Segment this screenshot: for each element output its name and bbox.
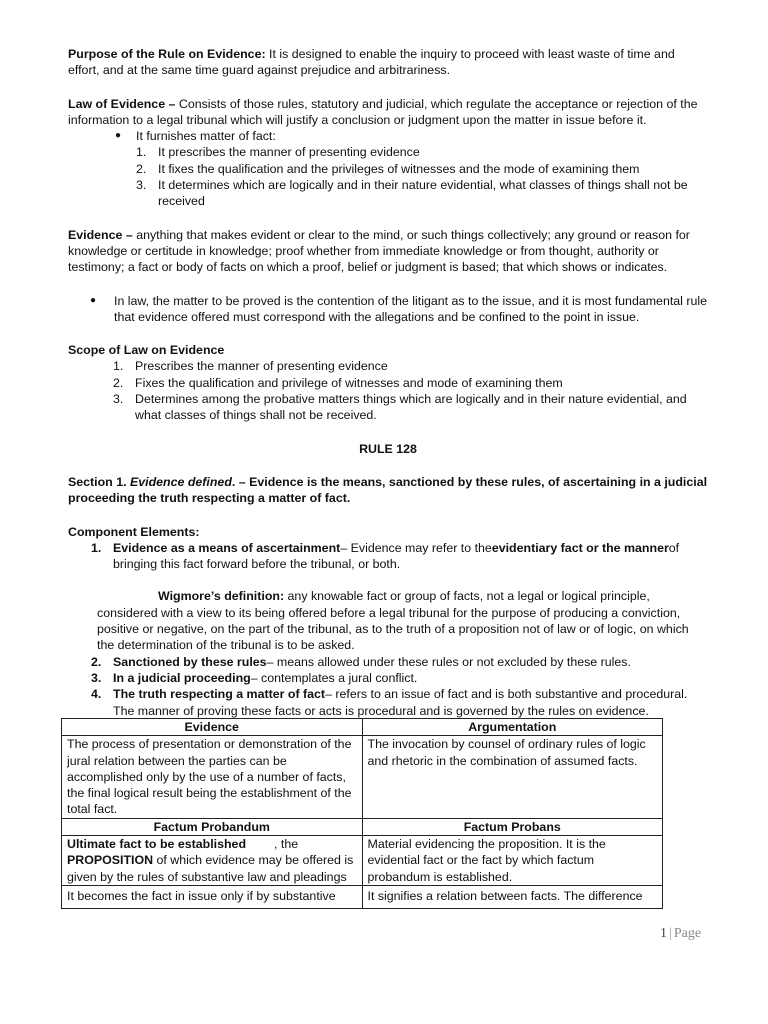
components-heading: [68, 524, 708, 540]
list-item: [113, 375, 708, 391]
page-separator: |: [669, 926, 672, 941]
wigmore-heading: Wigmore’s definition:: [158, 589, 285, 604]
section1-text: . – Evidence is the means, sanctioned by these rules, of ascertaining in a judicial proceeding the truth respecting a matter of fact.: [68, 474, 708, 506]
scope-heading: [68, 342, 708, 358]
law-of-evidence-paragraph: [68, 96, 708, 129]
table-row: [62, 719, 663, 736]
list-number: 1.: [91, 540, 102, 555]
component-4-bold: The truth respecting a matter of fact: [113, 687, 326, 702]
list-text: It prescribes the manner of presenting evidence: [158, 145, 420, 160]
table-row: [62, 818, 663, 835]
list-item: [91, 670, 708, 686]
scope-list: [68, 358, 708, 423]
section1-title: Evidence defined: [129, 474, 232, 489]
list-number: 1.: [113, 359, 124, 374]
list-item: [68, 128, 708, 144]
evidence-def-paragraph: [68, 227, 708, 276]
table-row: [62, 836, 663, 886]
document-page: [68, 46, 708, 719]
list-number: 4.: [91, 687, 102, 702]
table-header-factum-probandum: Factum Probandum: [62, 818, 363, 835]
ultimate-fact-text: of which evidence may be offered is given by the rules of substantive law and pleadings: [67, 853, 354, 884]
rule-title-text: RULE 128: [359, 441, 417, 456]
component-3-text: – contemplates a jural conflict.: [250, 670, 418, 685]
ultimate-fact-mid: , the: [274, 837, 299, 852]
list-item: [91, 540, 708, 573]
wigmore-text: any knowable fact or group of facts, not a legal or logical principle, considered with a view to its being offered before a legal tribunal for the purpose of producing a conviction, positive or negative, on the part of the tribunal, as to the truth of a proposition not of law or of logic, on which the determination of the tribunal is to be asked.: [97, 589, 689, 653]
list-item: [68, 293, 708, 326]
table-row: [62, 736, 663, 818]
list-item: [113, 358, 708, 374]
purpose-heading: Purpose of the Rule on Evidence:: [68, 47, 266, 61]
list-number: 3.: [113, 392, 124, 407]
section1-label: Section 1.: [68, 474, 127, 489]
rule-title: [68, 441, 708, 457]
list-text: It determines which are logically and in their nature evidential, what classes of things shall not be received: [158, 178, 688, 209]
purpose-paragraph: [68, 46, 708, 79]
table-header-argumentation: Argumentation: [362, 719, 663, 736]
component-1-bold: Evidence as a means of ascertainment: [113, 540, 341, 555]
component-1-bold2: evidentiary fact or the manner: [491, 540, 669, 555]
table-cell: It signifies a relation between facts. The difference: [362, 885, 663, 908]
list-text: Determines among the probative matters things which are logically and in their nature evidential, and what classes of things shall not be received.: [135, 392, 687, 423]
components-list: [68, 540, 708, 573]
list-item: [136, 177, 708, 210]
component-1-text-b: of bringing this fact forward before the tribunal, or both.: [113, 540, 680, 572]
law-of-evidence-text: Consists of those rules, statutory and judicial, which regulate the acceptance or rejection of the information to a legal tribunal which will justify a conclusion or judgment upon the matter in issue before it.: [68, 96, 698, 127]
bullet-text: In law, the matter to be proved is the contention of the litigant as to the issue, and it is most fundamental rule that evidence offered must correspond with the allegations and be confined to the point in issue.: [114, 293, 708, 324]
list-number: 3.: [136, 178, 147, 193]
wigmore-paragraph: [68, 588, 708, 653]
law-of-evidence-heading: Law of Evidence –: [68, 96, 176, 111]
component-4-text: – refers to an issue of fact and is both substantive and procedural. The manner of proving these facts or acts is procedural and is governed by the rules on evidence.: [113, 687, 688, 718]
list-item: [136, 144, 708, 160]
list-number: 2.: [91, 654, 102, 669]
comparison-table: [61, 718, 663, 909]
components-list-continued: [68, 654, 708, 719]
component-3-bold: In a judicial proceeding: [113, 670, 251, 685]
page-label: Page: [673, 926, 702, 941]
table-header-factum-probans: Factum Probans: [362, 818, 663, 835]
list-item: [91, 686, 708, 719]
list-item: [91, 654, 708, 670]
ultimate-fact-bold: Ultimate fact to be established: [67, 837, 247, 852]
list-text: Fixes the qualification and privilege of witnesses and mode of examining them: [135, 375, 563, 390]
page-number: 1: [660, 926, 667, 941]
list-number: 2.: [113, 375, 124, 390]
component-1-text-a: – Evidence may refer to the: [340, 540, 492, 555]
proposition-bold: PROPOSITION: [67, 853, 154, 868]
table-header-evidence: Evidence: [62, 719, 363, 736]
list-number: 2.: [136, 161, 147, 176]
section1-paragraph: [68, 474, 708, 507]
bullet-text: It furnishes matter of fact:: [136, 129, 276, 144]
list-number: 3.: [91, 670, 102, 685]
list-item: [113, 391, 708, 424]
table-cell: It becomes the fact in issue only if by substantive: [62, 885, 363, 908]
evidence-def-heading: Evidence –: [68, 227, 133, 242]
table-cell: The invocation by counsel of ordinary rules of logic and rhetoric in the combination of assumed facts.: [362, 736, 663, 818]
page-footer: [660, 926, 701, 942]
list-number: 1.: [136, 145, 147, 160]
law-of-evidence-bullets: [68, 128, 708, 144]
table-cell: Material evidencing the proposition. It is the evidential fact or the fact by which factum probandum is established.: [362, 836, 663, 886]
scope-heading-text: Scope of Law on Evidence: [68, 343, 225, 358]
law-of-evidence-list: [68, 144, 708, 209]
list-item: [136, 161, 708, 177]
list-text: Prescribes the manner of presenting evidence: [135, 359, 388, 374]
bullet-icon: ●: [115, 130, 122, 142]
component-2-bold: Sanctioned by these rules: [113, 654, 267, 669]
table-row: [62, 885, 663, 908]
evidence-def-bullets: [68, 293, 708, 326]
purpose-text: It is designed to enable the inquiry to proceed with least waste of time and effort, and at the same time guard against prejudice and arbitrariness.: [68, 47, 675, 78]
list-text: It fixes the qualification and the privileges of witnesses and the mode of examining them: [158, 161, 640, 176]
component-2-text: – means allowed under these rules or not excluded by these rules.: [266, 654, 631, 669]
evidence-def-text: anything that makes evident or clear to the mind, or such things collectively; any ground or reason for knowledge or certitude in knowledge; proof whether from immediate knowledge or from thought, authority or testimony; a fact or body of facts on which a proof, belief or judgment is based; that which shows or indicates.: [68, 227, 690, 275]
table-cell: [62, 836, 363, 886]
components-heading-text: Component Elements:: [68, 524, 200, 539]
bullet-icon: ●: [90, 294, 97, 306]
table-cell: The process of presentation or demonstration of the jural relation between the parties can be accomplished only by the use of a number of facts, the final logical result being the establishment of the total fact.: [62, 736, 363, 818]
